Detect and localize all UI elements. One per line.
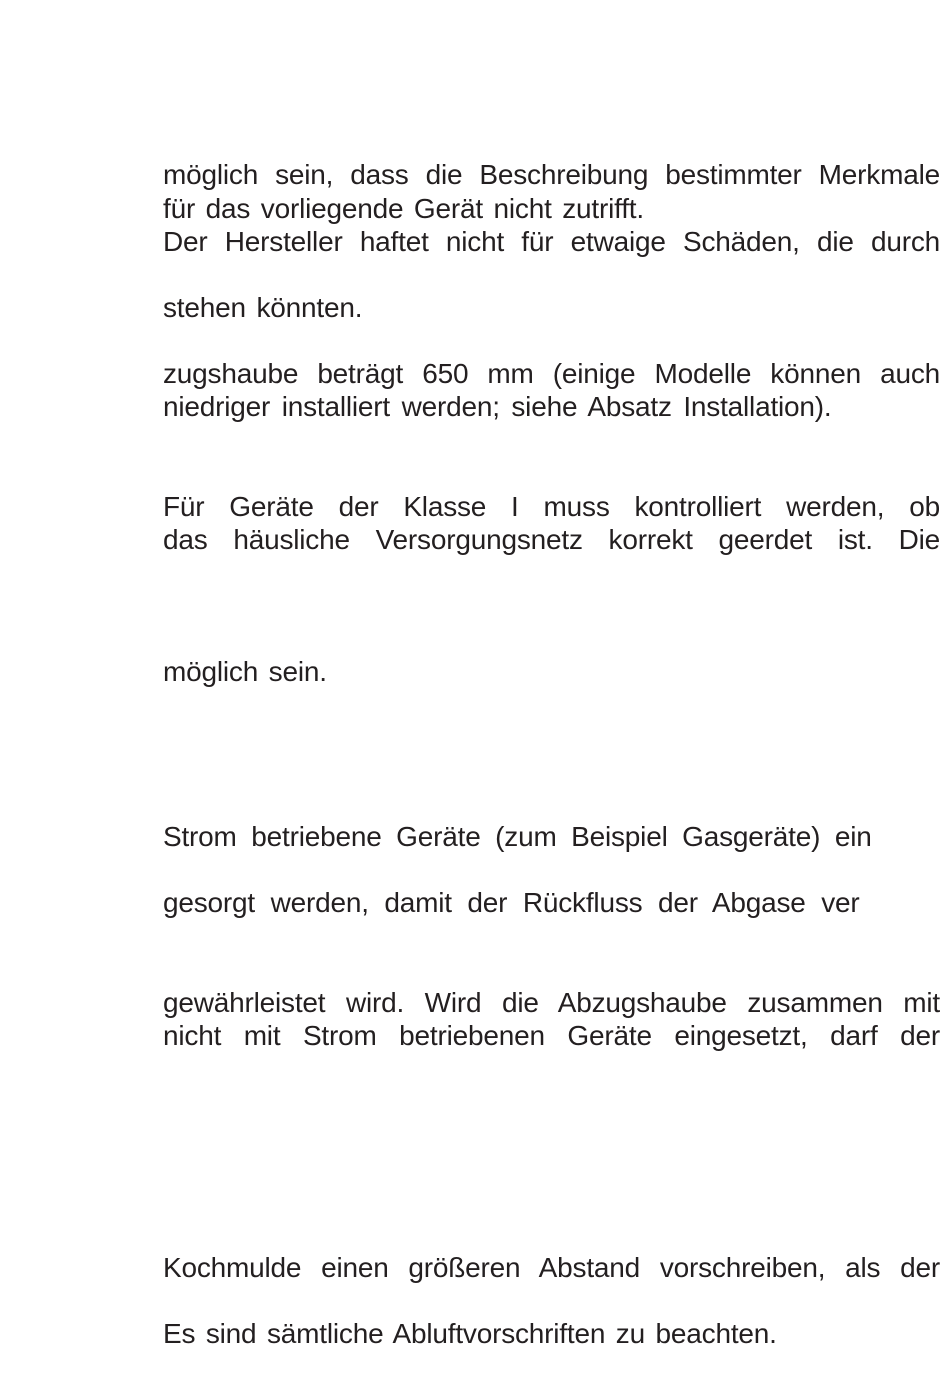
text-line: möglich sein, dass die Beschreibung bestimmter Merkmale: [163, 159, 940, 190]
text-line: zugshaube beträgt 650 mm (einige Modelle können auch: [163, 358, 940, 389]
text-line: stehen könnten.: [163, 292, 363, 323]
text-line: niedriger installiert werden; siehe Absatz Installation).: [163, 391, 832, 422]
text-line: Es sind sämtliche Abluftvorschriften zu beachten.: [163, 1318, 777, 1349]
text-line: das häusliche Versorgungsnetz korrekt geerdet ist. Die: [163, 524, 940, 555]
text-line: nicht mit Strom betriebenen Geräte eingesetzt, darf der: [163, 1020, 940, 1051]
text-line: gewährleistet wird. Wird die Abzugshaube zusammen mit: [163, 987, 940, 1018]
text-line: Für Geräte der Klasse I muss kontrolliert werden, ob: [163, 491, 940, 522]
text-line: möglich sein.: [163, 656, 327, 687]
text-line: Strom betriebene Geräte (zum Beispiel Gasgeräte) ein: [163, 821, 872, 852]
text-line: für das vorliegende Gerät nicht zutrifft.: [163, 193, 644, 224]
text-line: Der Hersteller haftet nicht für etwaige Schäden, die durch: [163, 226, 940, 257]
text-line: gesorgt werden, damit der Rückfluss der Abgase ver: [163, 887, 860, 918]
text-line: Kochmulde einen größeren Abstand vorschreiben, als der: [163, 1252, 940, 1283]
